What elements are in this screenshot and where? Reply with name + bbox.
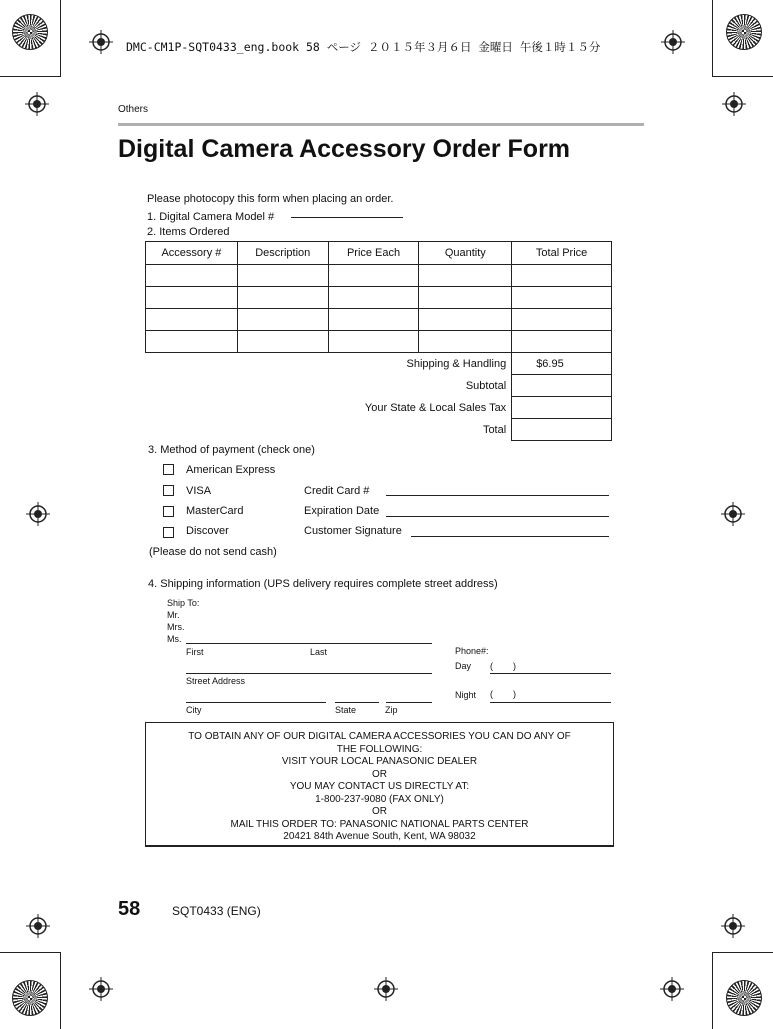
state-label: State <box>335 705 357 715</box>
registration-mark <box>26 914 50 938</box>
registration-mark <box>721 914 745 938</box>
expiration-field[interactable] <box>386 516 609 517</box>
visa-checkbox[interactable] <box>163 485 174 496</box>
phone-label: Phone#: <box>455 646 489 656</box>
signature-label: Customer Signature <box>304 525 402 537</box>
registration-mark <box>89 30 113 54</box>
header-rule <box>118 123 644 126</box>
night-label: Night <box>455 690 477 700</box>
table-cell[interactable] <box>237 309 328 331</box>
info-line: OR <box>372 806 387 817</box>
info-line: 1-800-237-9080 (FAX ONLY) <box>315 793 444 805</box>
starburst-mark <box>726 980 762 1016</box>
mastercard-checkbox[interactable] <box>163 506 174 517</box>
table-cell[interactable] <box>328 309 419 331</box>
title-mr: Mr. <box>167 610 180 620</box>
items-label: 2. Items Ordered <box>147 226 230 238</box>
column-header: Accessory # <box>146 242 238 265</box>
column-header: Total Price <box>512 242 612 265</box>
zip-field[interactable] <box>386 702 432 703</box>
table-cell[interactable] <box>146 287 238 309</box>
discover-checkbox[interactable] <box>163 527 174 538</box>
title-mrs: Mrs. <box>167 622 185 632</box>
table-cell[interactable] <box>512 265 612 287</box>
table-cell[interactable] <box>146 331 238 353</box>
signature-field[interactable] <box>411 536 609 537</box>
model-label: 1. Digital Camera Model # <box>147 211 275 223</box>
page-number: 58 <box>118 898 141 920</box>
night-paren: ( ) <box>490 689 516 699</box>
table-cell[interactable] <box>512 331 612 353</box>
column-header: Quantity <box>419 242 512 265</box>
payment-label: 3. Method of payment (check one) <box>148 444 315 456</box>
registration-mark <box>660 977 684 1001</box>
table-cell[interactable] <box>146 309 238 331</box>
expiration-label: Expiration Date <box>304 505 380 517</box>
info-line: VISIT YOUR LOCAL PANASONIC DEALER <box>281 756 478 767</box>
table-cell[interactable] <box>328 331 419 353</box>
registration-mark <box>25 92 49 116</box>
table-row <box>146 331 612 353</box>
table-cell[interactable] <box>328 265 419 287</box>
info-line: OR <box>372 768 387 780</box>
table-cell[interactable] <box>419 331 512 353</box>
table-cell[interactable] <box>146 265 238 287</box>
zip-label: Zip <box>385 705 398 715</box>
starburst-mark <box>726 14 762 50</box>
section-label: Others <box>118 104 149 115</box>
table-cell[interactable] <box>419 265 512 287</box>
shipping-label: Shipping & Handling <box>406 357 507 370</box>
day-label: Day <box>455 661 472 671</box>
summary-row <box>146 375 612 397</box>
amex-label: American Express <box>186 464 276 476</box>
table-cell[interactable] <box>419 287 512 309</box>
tax-field[interactable] <box>512 397 612 419</box>
registration-mark <box>26 502 50 526</box>
starburst-mark <box>12 14 48 50</box>
info-line: YOU MAY CONTACT US DIRECTLY AT: <box>289 781 470 792</box>
day-paren: ( ) <box>490 661 516 671</box>
name-field[interactable] <box>186 643 432 644</box>
info-line: TO OBTAIN ANY OF OUR DIGITAL CAMERA ACCESSORIES YOU CAN DO ANY OF <box>188 731 571 742</box>
registration-mark <box>89 977 113 1001</box>
visa-label: VISA <box>186 485 212 497</box>
ship-to-label: Ship To: <box>167 598 200 608</box>
city-field[interactable] <box>186 702 326 703</box>
night-phone-field[interactable] <box>490 702 611 703</box>
table-cell[interactable] <box>237 287 328 309</box>
summary-row <box>146 353 612 375</box>
first-name-label: First <box>186 647 204 657</box>
info-line: MAIL THIS ORDER TO: PANASONIC NATIONAL PARTS CENTER <box>230 818 529 830</box>
table-cell[interactable] <box>237 265 328 287</box>
tax-label: Your State & Local Sales Tax <box>364 401 507 414</box>
last-name-label: Last <box>310 647 328 657</box>
registration-mark <box>374 977 398 1001</box>
table-row <box>146 309 612 331</box>
summary-row <box>146 397 612 419</box>
table-cell[interactable] <box>237 331 328 353</box>
summary-row <box>146 419 612 441</box>
document-code: SQT0433 (ENG) <box>172 904 261 918</box>
table-header-row <box>146 242 612 265</box>
model-field[interactable] <box>291 217 403 218</box>
intro-text: Please photocopy this form when placing an order. <box>147 193 394 205</box>
starburst-mark <box>12 980 48 1016</box>
page-title: Digital Camera Accessory Order Form <box>118 135 571 163</box>
table-cell[interactable] <box>512 309 612 331</box>
shipping-value: $6.95 <box>512 353 612 375</box>
total-field[interactable] <box>512 419 612 441</box>
subtotal-field[interactable] <box>512 375 612 397</box>
info-line: THE FOLLOWING: <box>336 743 423 755</box>
cash-note: (Please do not send cash) <box>149 546 277 558</box>
table-cell[interactable] <box>328 287 419 309</box>
total-label: Total <box>482 423 507 436</box>
street-label: Street Address <box>186 676 246 686</box>
column-header: Price Each <box>328 242 419 265</box>
info-line: 20421 84th Avenue South, Kent, WA 98032 <box>283 831 476 842</box>
table-cell[interactable] <box>419 309 512 331</box>
order-info-box <box>145 722 614 847</box>
registration-mark <box>661 30 685 54</box>
registration-mark <box>722 92 746 116</box>
registration-mark <box>721 502 745 526</box>
day-phone-field[interactable] <box>490 673 611 674</box>
credit-card-label: Credit Card # <box>304 485 370 497</box>
table-row <box>146 265 612 287</box>
table-row <box>146 287 612 309</box>
subtotal-label: Subtotal <box>465 379 507 392</box>
discover-label: Discover <box>186 525 229 537</box>
amex-checkbox[interactable] <box>163 464 174 475</box>
credit-card-field[interactable] <box>386 495 609 496</box>
items-table <box>145 241 612 441</box>
mastercard-label: MasterCard <box>186 505 244 517</box>
shipping-label: 4. Shipping information (UPS delivery requires complete street address) <box>148 578 498 590</box>
column-header: Description <box>237 242 328 265</box>
print-header: DMC-CM1P-SQT0433_eng.book 58 ページ ２０１５年３月６日 金曜日 午後１時１５分 <box>126 40 601 54</box>
city-label: City <box>186 705 202 715</box>
state-field[interactable] <box>335 702 379 703</box>
title-ms: Ms. <box>167 634 182 644</box>
table-cell[interactable] <box>512 287 612 309</box>
street-field[interactable] <box>186 673 432 674</box>
